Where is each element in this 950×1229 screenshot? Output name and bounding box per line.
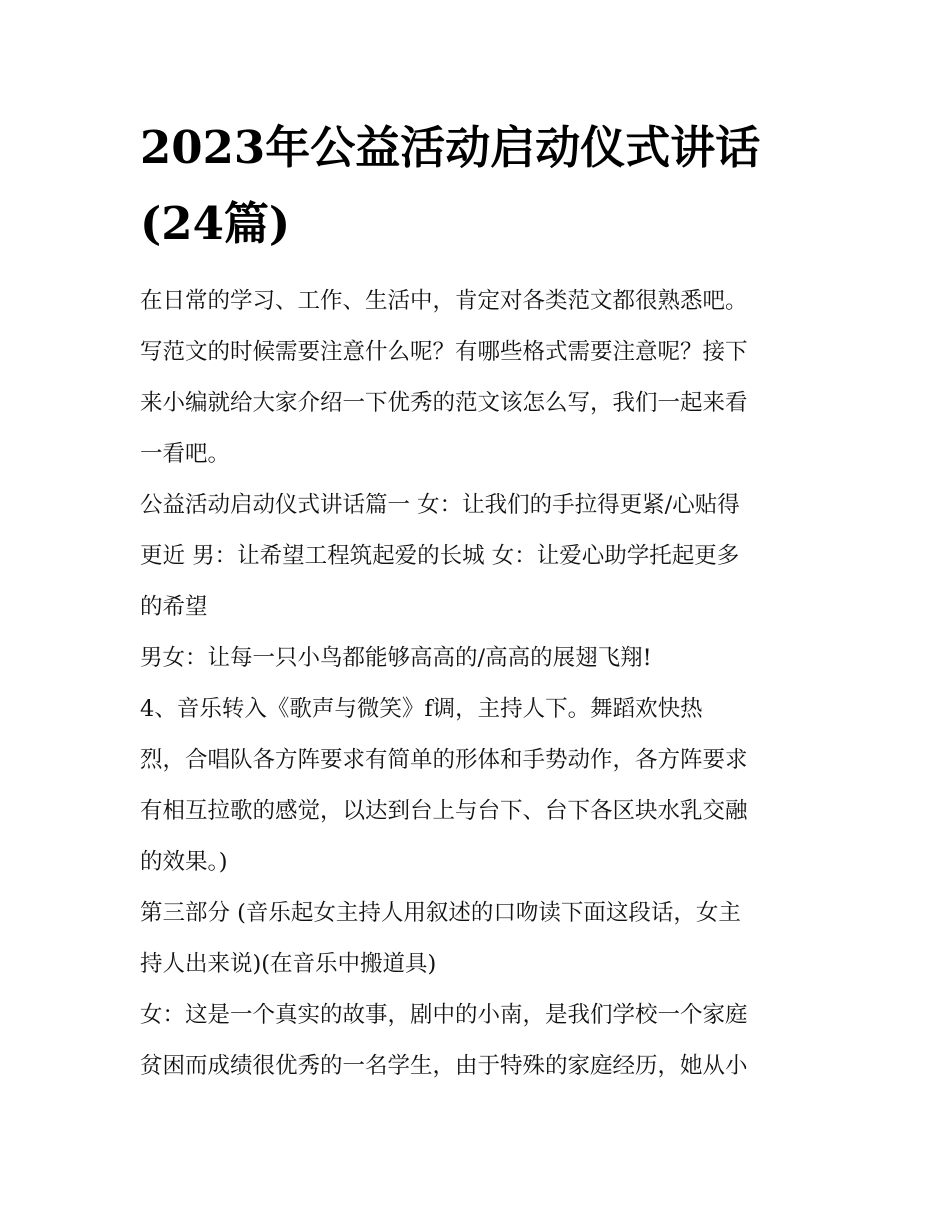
body-line: 在日常的学习、工作、生活中，肯定对各类范文都很熟悉吧。 xyxy=(140,288,748,314)
body-line: 第三部分 (音乐起女主持人用叙述的口吻读下面这段话，女主 xyxy=(140,900,741,926)
body-line: 烈，合唱队各方阵要求有简单的形体和手势动作，各方阵要求 xyxy=(140,747,748,773)
body-line: 持人出来说)(在音乐中搬道具) xyxy=(140,951,437,977)
body-line: 来小编就给大家介绍一下优秀的范文该怎么写，我们一起来看 xyxy=(140,390,748,416)
body-line: 写范文的时候需要注意什么呢？有哪些格式需要注意呢？接下 xyxy=(140,339,748,365)
body-line: 4、音乐转入《歌声与微笑》f调，主持人下。舞蹈欢快热 xyxy=(140,696,703,722)
document-title xyxy=(140,110,820,262)
title-line-2: (24篇) xyxy=(140,197,291,250)
body-line: 更近 男：让希望工程筑起爱的长城 女：让爱心助学托起更多 xyxy=(140,543,740,569)
body-line: 的希望 xyxy=(140,594,208,620)
body-line: 有相互拉歌的感觉，以达到台上与台下、台下各区块水乳交融 xyxy=(140,798,748,824)
title-line-1: 2023年公益活动启动仪式讲话 xyxy=(140,121,761,174)
document-body xyxy=(140,276,820,1092)
body-line: 的效果。) xyxy=(140,849,228,875)
body-line: 贫困而成绩很优秀的一名学生，由于特殊的家庭经历，她从小 xyxy=(140,1053,748,1079)
body-line: 女：这是一个真实的故事，剧中的小南，是我们学校一个家庭 xyxy=(140,1002,748,1028)
body-line: 男女：让每一只小鸟都能够高高的/高高的展翅飞翔! xyxy=(140,645,652,671)
body-line: 一看吧。 xyxy=(140,441,231,467)
body-line: 公益活动启动仪式讲话篇一 女：让我们的手拉得更紧/心贴得 xyxy=(140,492,740,518)
